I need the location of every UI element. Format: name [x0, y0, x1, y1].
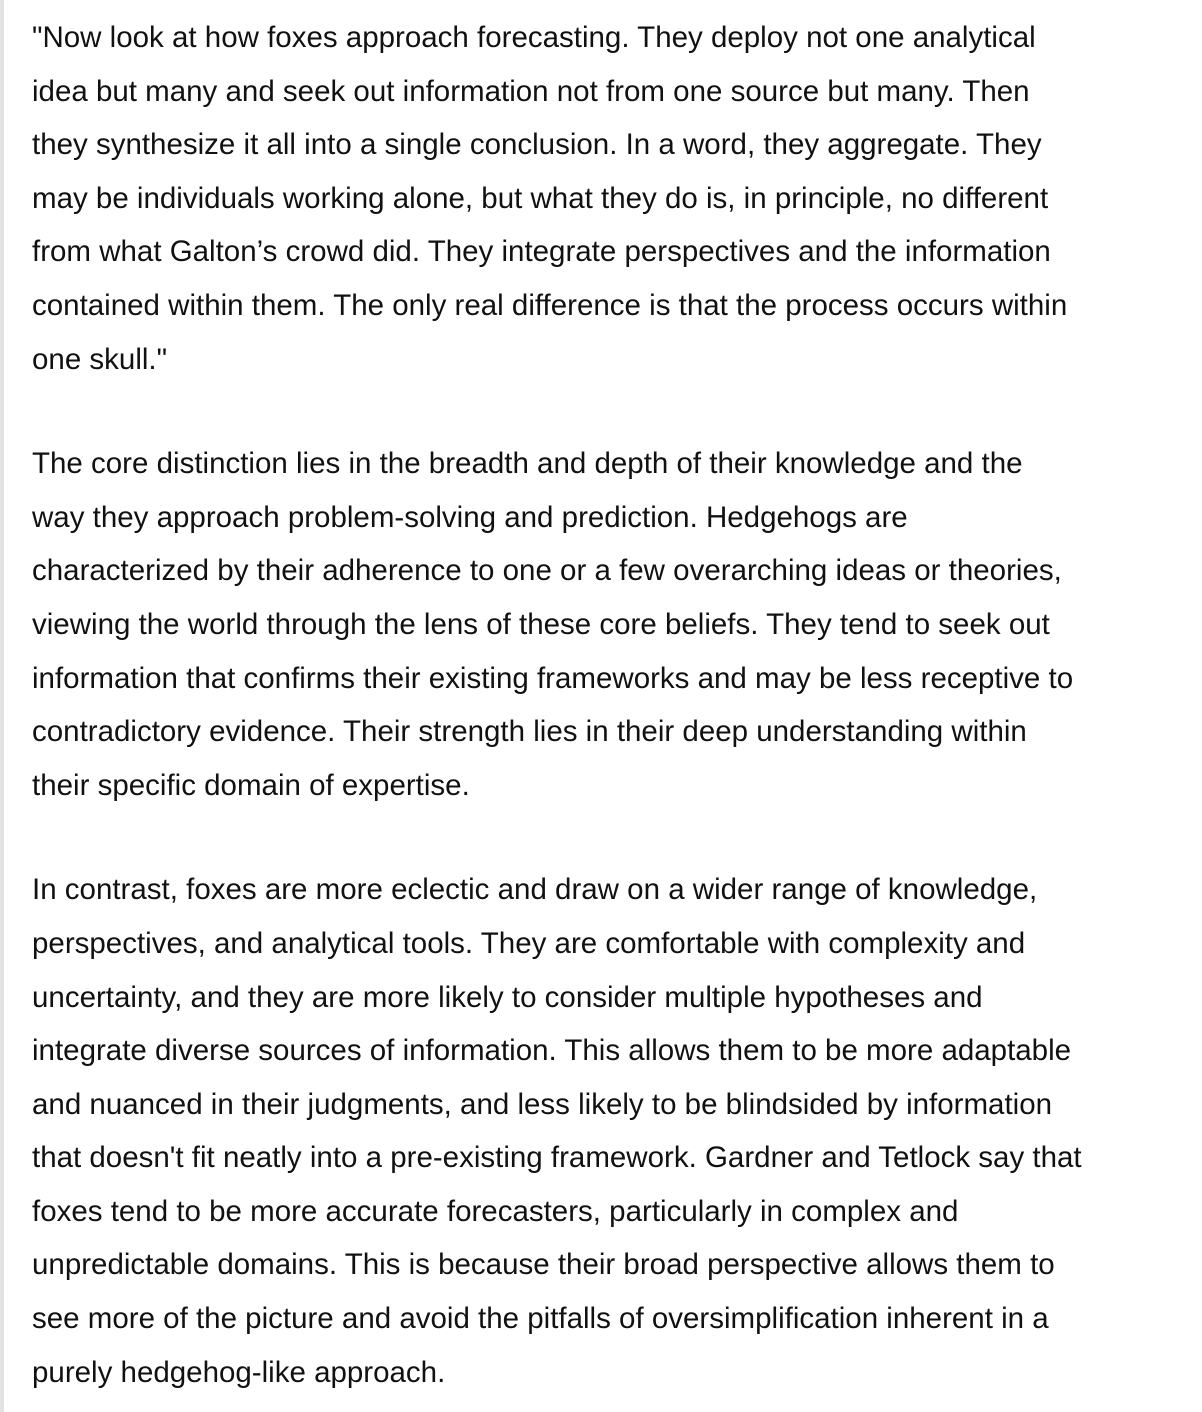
text-line: purely hedgehog-like approach.: [32, 1355, 446, 1389]
text-line: In contrast, foxes are more eclectic and draw on a wider range of knowledge,: [32, 873, 1038, 907]
paragraph-hedgehogs: [32, 437, 1174, 812]
paragraph-quote: [32, 11, 1174, 386]
text-line: information that confirms their existing frameworks and may be less receptive to: [32, 661, 1074, 695]
text-line: contained within them. The only real difference is that the process occurs within: [32, 288, 1068, 322]
text-line: The core distinction lies in the breadth and depth of their knowledge and the: [32, 447, 1023, 481]
text-line: "Now look at how foxes approach forecasting. They deploy not one analytical: [32, 21, 1036, 54]
text-line: and nuanced in their judgments, and less likely to be blindsided by information: [32, 1087, 1053, 1121]
text-line: their specific domain of expertise.: [32, 768, 470, 802]
text-line: idea but many and seek out information not from one source but many. Then: [32, 74, 1030, 108]
text-line: characterized by their adherence to one or a few overarching ideas or theories,: [32, 554, 1062, 588]
text-line: from what Galton’s crowd did. They integrate perspectives and the information: [32, 235, 1051, 269]
paragraph-foxes: [32, 863, 1174, 1399]
text-line: one skull.": [32, 342, 168, 376]
text-line: integrate diverse sources of information. This allows them to be more adaptable: [32, 1034, 1072, 1068]
text-line: perspectives, and analytical tools. They are comfortable with complexity and: [32, 926, 1026, 960]
text-line: that doesn't fit neatly into a pre-existing framework. Gardner and Tetlock say that: [32, 1141, 1082, 1175]
text-line: see more of the picture and avoid the pitfalls of oversimplification inherent in a: [32, 1302, 1049, 1336]
text-line: foxes tend to be more accurate forecasters, particularly in complex and: [32, 1194, 959, 1228]
document-body: [4, 0, 1202, 1399]
text-line: contradictory evidence. Their strength lies in their deep understanding within: [32, 715, 1027, 749]
text-line: uncertainty, and they are more likely to consider multiple hypotheses and: [32, 980, 983, 1014]
text-line: unpredictable domains. This is because their broad perspective allows them to: [32, 1248, 1055, 1282]
text-line: they synthesize it all into a single conclusion. In a word, they aggregate. They: [32, 128, 1042, 162]
text-line: may be individuals working alone, but what they do is, in principle, no different: [32, 181, 1049, 215]
text-line: way they approach problem-solving and prediction. Hedgehogs are: [32, 500, 908, 534]
text-line: viewing the world through the lens of these core beliefs. They tend to seek out: [32, 607, 1050, 641]
